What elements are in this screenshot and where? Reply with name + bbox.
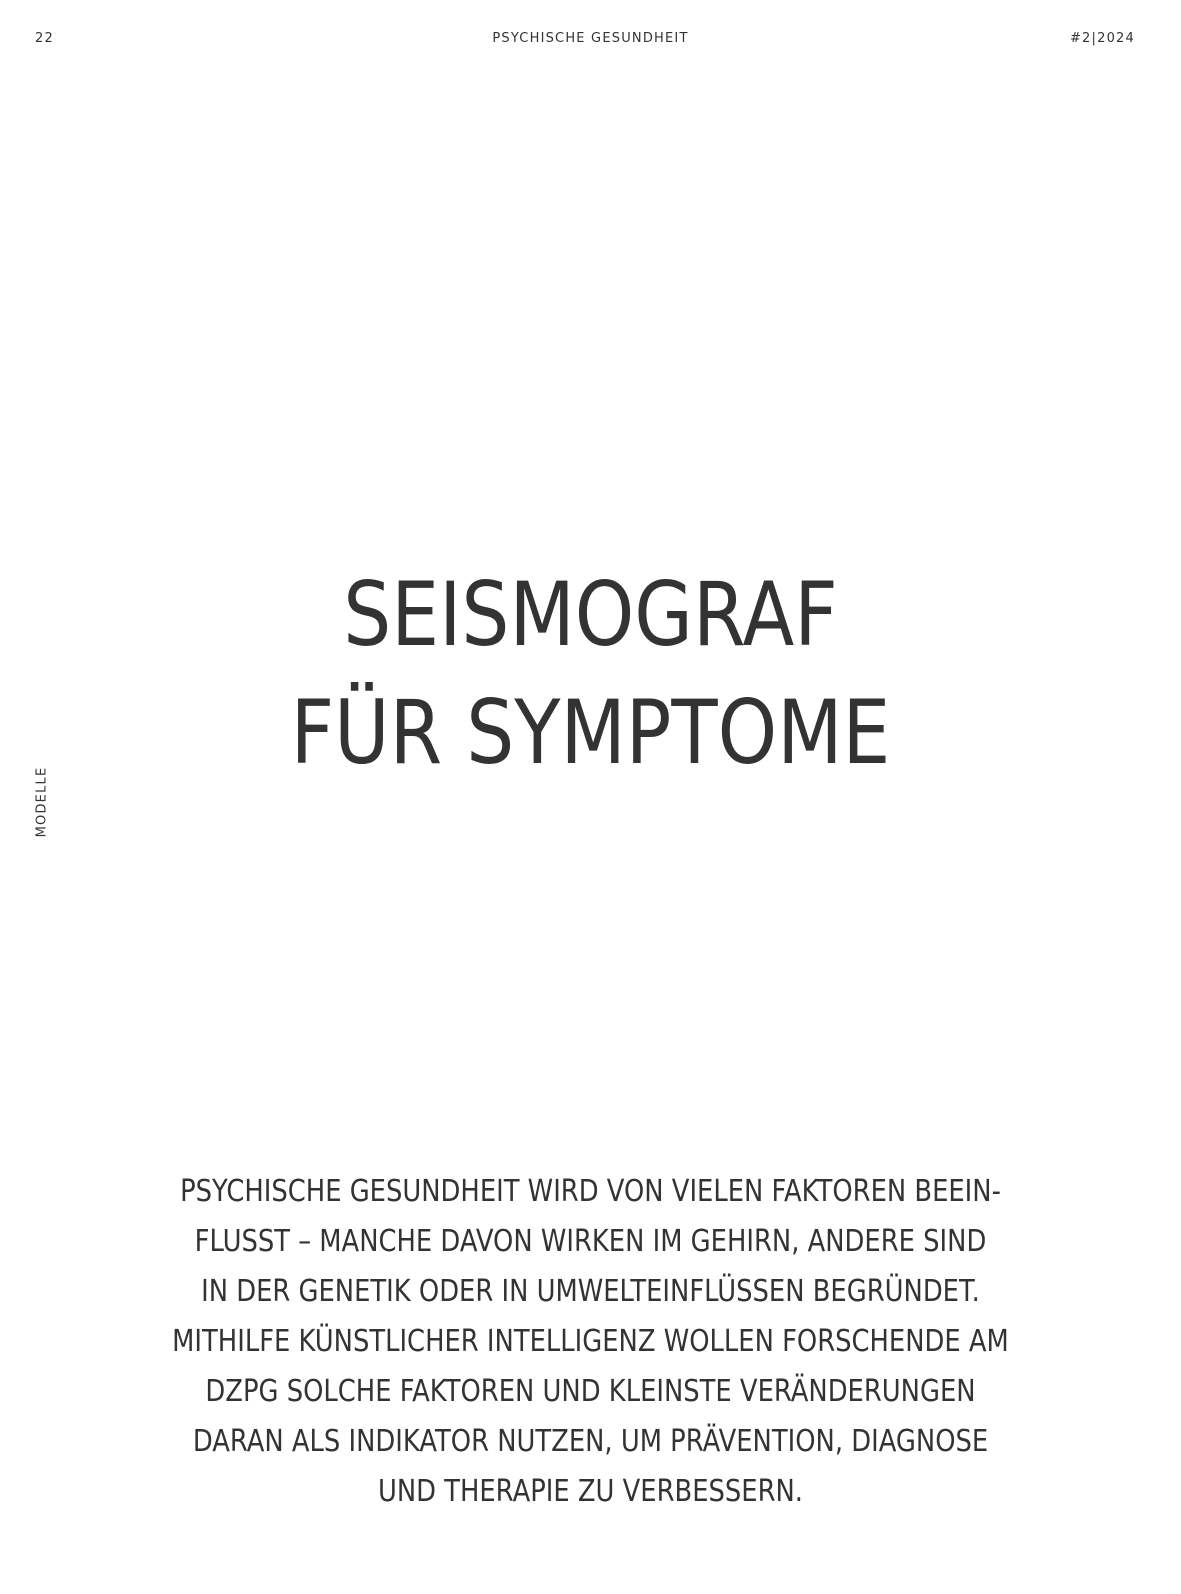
headline-line-2: FÜR SYMPTOME — [290, 681, 891, 784]
lead-line: PSYCHISCHE GESUNDHEIT WIRD VON VIELEN FAKTOREN BEEIN- — [180, 1174, 1001, 1209]
page-number: 22 — [35, 31, 54, 46]
lead-line: FLUSST – MANCHE DAVON WIRKEN IM GEHIRN, ANDERE SIND — [194, 1224, 987, 1259]
lead-line: UND THERAPIE ZU VERBESSERN. — [377, 1474, 804, 1509]
lead-line: IN DER GENETIK ODER IN UMWELTEINFLÜSSEN BEGRÜNDET. — [201, 1274, 980, 1309]
running-section-title: PSYCHISCHE GESUNDHEIT — [492, 31, 689, 46]
lead-line: DZPG SOLCHE FAKTOREN UND KLEINSTE VERÄNDERUNGEN — [205, 1374, 976, 1409]
lead-line: DARAN ALS INDIKATOR NUTZEN, UM PRÄVENTION, DIAGNOSE — [192, 1424, 989, 1459]
lead-paragraph — [0, 1167, 1181, 1517]
issue-number: #2|2024 — [1069, 31, 1135, 46]
article-headline — [0, 556, 1181, 792]
headline-line-1: SEISMOGRAF — [343, 563, 838, 666]
lead-line: MITHILFE KÜNSTLICHER INTELLIGENZ WOLLEN FORSCHENDE AM — [172, 1324, 1009, 1359]
side-category-label: MODELLE — [34, 766, 50, 838]
page-header — [0, 31, 1181, 51]
